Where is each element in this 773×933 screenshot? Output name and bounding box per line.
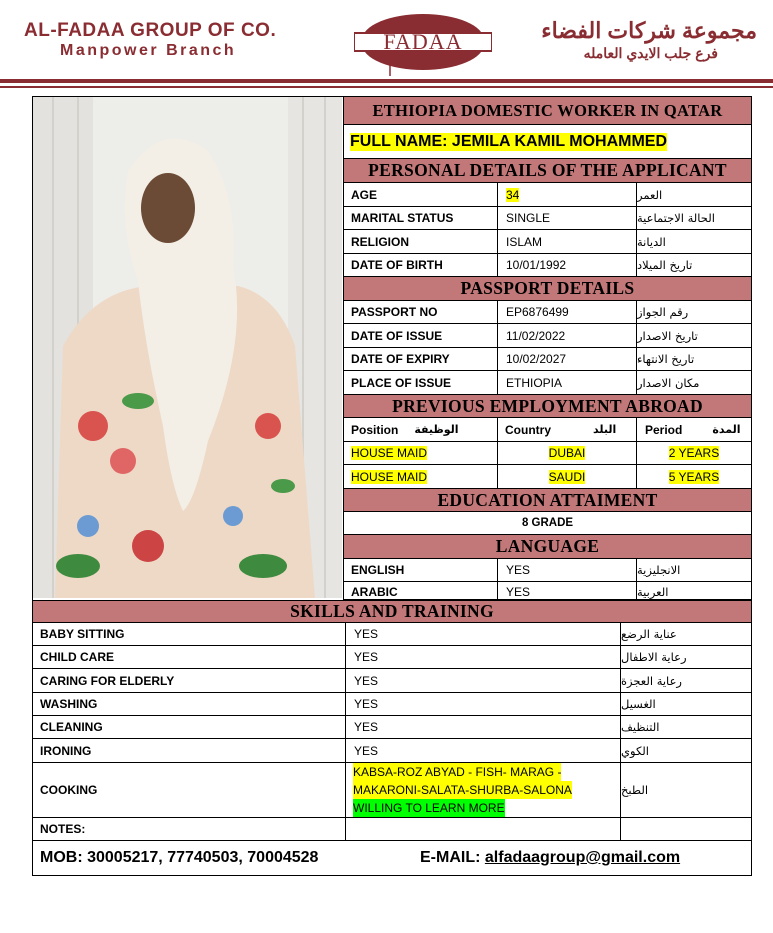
arabic-label-ar: العربية [636,582,751,599]
position-header: Position [351,422,399,437]
section-passport: PASSPORT DETAILS [343,277,751,300]
table-row [33,669,751,693]
country-header: Country [505,422,551,437]
table-row [33,646,751,669]
passport-no-value: EP6876499 [497,301,636,323]
english-label: ENGLISH [343,559,497,581]
dob-label: DATE OF BIRTH [343,254,497,276]
cleaning-label: CLEANING [40,720,103,734]
table-row [343,442,751,465]
washing-label: WASHING [40,697,98,711]
country-header-ar: البلد [593,423,617,436]
section-personal: PERSONAL DETAILS OF THE APPLICANT [343,159,751,182]
email-link[interactable]: alfadaagroup@gmail.com [484,849,681,866]
table-row [343,183,751,207]
marital-status-label: MARITAL STATUS [343,207,497,229]
expiry-date-label-ar: تاريخ الانتهاء [636,348,751,370]
employment-period: 2 YEARS [668,446,720,460]
table-row [33,623,751,646]
cv-table [32,96,752,876]
cleaning-value: YES [345,716,620,738]
company-name-en: AL-FADAA GROUP OF CO. [24,20,277,41]
marital-status-label-ar: الحالة الاجتماعية [636,207,751,229]
branch-name-en: Manpower Branch [60,42,237,59]
place-of-issue-value: ETHIOPIA [497,371,636,394]
english-value: YES [497,559,636,581]
issue-date-value: 11/02/2022 [497,324,636,347]
table-row [343,301,751,324]
cooking-label-ar: الطبخ [620,763,751,817]
place-of-issue-label-ar: مكان الاصدار [636,371,751,394]
contact-row [33,841,751,875]
table-row [343,324,751,348]
employment-country: SAUDI [548,469,586,484]
issue-date-label: DATE OF ISSUE [343,324,497,347]
table-row [33,693,751,716]
dob-label-ar: تاريخ الميلاد [636,254,751,276]
period-header-ar: المدة [712,423,741,436]
table-row [343,582,751,600]
employment-period: 5 YEARS [668,469,720,484]
table-row [343,465,751,489]
email-label: E-MAIL: [420,849,481,866]
notes-value [345,818,620,840]
cooking-dishes-line1: KABSA-ROZ ABYAD - FISH- MARAG - [353,765,562,779]
cleaning-label-ar: التنظيف [620,716,751,738]
child-care-label: CHILD CARE [40,650,114,664]
branch-name-ar: فرع جلب الايدي العامله [583,45,718,61]
company-logo [354,8,492,76]
notes-label: NOTES: [40,822,86,836]
section-skills: SKILLS AND TRAINING [33,601,751,622]
full-name-row [343,125,751,159]
washing-value: YES [345,693,620,715]
notes-value-ar [620,818,751,840]
notes-row [33,818,751,841]
table-row [33,739,751,763]
expiry-date-label: DATE OF EXPIRY [343,348,497,370]
header-rule [0,79,773,83]
marital-status-value: SINGLE [497,207,636,229]
cooking-willing-note: WILLING TO LEARN MORE [353,801,505,815]
elderly-care-label: CARING FOR ELDERLY [40,673,175,688]
issue-date-label-ar: تاريخ الاصدار [636,324,751,347]
mobile-numbers: 30005217, 77740503, 70004528 [87,849,319,866]
employment-header-row [343,418,751,442]
mobile-label: MOB: [40,849,83,866]
religion-label: RELIGION [343,230,497,253]
ironing-value: YES [345,739,620,762]
table-row [343,254,751,277]
header-rule-thin [0,86,773,88]
child-care-value: YES [345,646,620,668]
table-row [33,716,751,739]
title-row [343,97,751,125]
education-value: 8 GRADE [343,512,751,534]
section-education: EDUCATION ATTAIMENT [343,489,751,511]
logo-text: FADAA [383,29,463,54]
english-label-ar: الانجليزية [636,559,751,581]
table-row [343,559,751,582]
section-language: LANGUAGE [343,535,751,558]
elderly-care-value: YES [345,669,620,692]
section-employment: PREVIOUS EMPLOYMENT ABROAD [343,395,751,417]
baby-sitting-value: YES [345,623,620,645]
document-title: ETHIOPIA DOMESTIC WORKER IN QATAR [343,97,751,124]
period-header: Period [645,422,683,437]
employment-position: HOUSE MAID [351,446,428,460]
ironing-label-ar: الكوي [620,739,751,762]
child-care-label-ar: رعاية الاطفال [620,646,751,668]
company-name-ar: مجموعة شركات الفضاء [541,18,757,43]
table-row [343,348,751,371]
arabic-label: ARABIC [343,582,497,599]
employment-country: DUBAI [548,446,586,460]
passport-no-label-ar: رقم الجواز [636,301,751,323]
ironing-label: IRONING [40,743,92,758]
age-label-ar: العمر [636,183,751,206]
full-name: FULL NAME: JEMILA KAMIL MOHAMMED [350,132,668,150]
expiry-date-value: 10/02/2027 [497,348,636,370]
cooking-label: COOKING [40,783,98,797]
position-header-ar: الوظيفة [414,423,459,436]
passport-no-label: PASSPORT NO [343,301,497,323]
washing-label-ar: الغسيل [620,693,751,715]
table-row [343,207,751,230]
religion-value: ISLAM [497,230,636,253]
age-value: 34 [506,187,520,202]
arabic-value: YES [497,582,636,599]
baby-sitting-label: BABY SITTING [40,627,125,641]
table-row [343,230,751,254]
table-row [33,763,751,818]
elderly-care-label-ar: رعاية العجزة [620,669,751,692]
place-of-issue-label: PLACE OF ISSUE [343,371,497,394]
table-row [343,371,751,395]
cooking-dishes-line2: MAKARONI-SALATA-SHURBA-SALONA [353,783,572,797]
religion-label-ar: الديانة [636,230,751,253]
table-row [343,512,751,535]
age-label: AGE [343,183,497,206]
dob-value: 10/01/1992 [497,254,636,276]
baby-sitting-label-ar: عناية الرضع [620,623,751,645]
employment-position: HOUSE MAID [351,469,428,484]
